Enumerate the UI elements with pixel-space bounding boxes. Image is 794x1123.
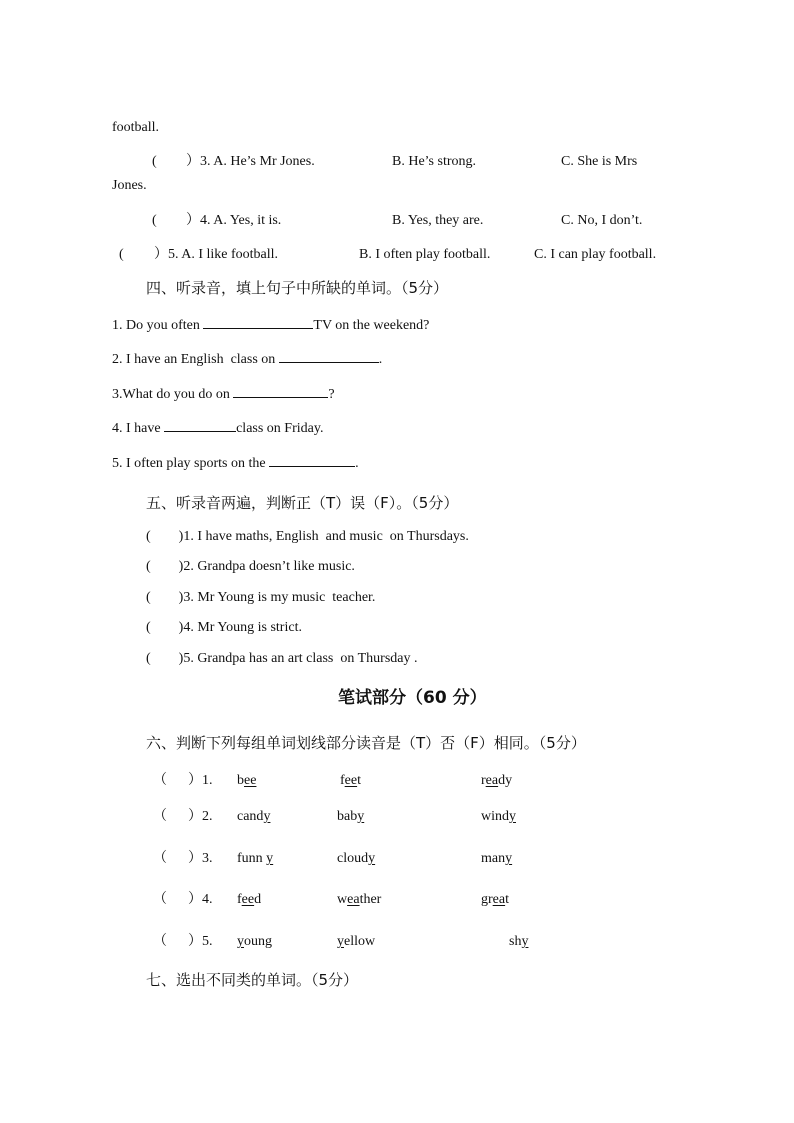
- answer-blank[interactable]: [164, 418, 236, 432]
- phonics-word: baby: [337, 809, 365, 824]
- q3-paren: (: [152, 154, 157, 169]
- fill-blank-item-3: 3.What do you do on ?: [112, 384, 335, 404]
- phonics-row-number: （ ）1.: [153, 773, 213, 788]
- q4-paren: (: [152, 213, 157, 228]
- underlined-letters: y: [266, 851, 274, 866]
- phonics-word: funn y: [237, 851, 274, 866]
- answer-blank[interactable]: [269, 453, 355, 467]
- q2-continuation: football.: [112, 120, 160, 135]
- underlined-letters: ea: [485, 773, 499, 788]
- underlined-letters: y: [263, 809, 271, 824]
- phonics-word: cloudy: [337, 851, 376, 866]
- underlined-letters: ee: [241, 892, 255, 907]
- phonics-word: windy: [481, 809, 516, 824]
- underlined-letters: ea: [492, 892, 506, 907]
- fill-blank-item-4: 4. I have class on Friday.: [112, 418, 323, 438]
- fill-blank-item-1: 1. Do you often TV on the weekend?: [112, 315, 429, 335]
- fill-blank-item-2: 2. I have an English class on .: [112, 349, 382, 369]
- answer-blank[interactable]: [233, 384, 328, 398]
- phonics-word: bee: [237, 773, 257, 788]
- underlined-letters: y: [237, 934, 244, 949]
- phonics-word: yellow: [337, 934, 376, 949]
- phonics-row-number: （ ）5.: [153, 934, 213, 949]
- underlined-letters: y: [357, 809, 365, 824]
- phonics-word: young: [237, 934, 272, 949]
- tf-item-2: ( )2. Grandpa doesn’t like music.: [146, 559, 355, 574]
- q4-option-a: ）4. A. Yes, it is.: [186, 213, 282, 228]
- written-section-title: 笔试部分（60 分）: [338, 688, 487, 708]
- phonics-word: ready: [481, 773, 513, 788]
- q4-option-b: B. Yes, they are.: [392, 213, 484, 228]
- underlined-letters: y: [505, 851, 513, 866]
- phonics-row-number: （ ）4.: [153, 892, 213, 907]
- q3-option-b: B. He’s strong.: [392, 154, 476, 169]
- q4-option-c: C. No, I don’t.: [561, 213, 643, 228]
- answer-blank[interactable]: [279, 349, 379, 363]
- section7-heading: 七、选出不同类的单词。（5分）: [146, 971, 359, 989]
- section6-heading: 六、判断下列每组单词划线部分读音是（T）否（F）相同。（5分）: [146, 734, 586, 752]
- q5-option-c: C. I can play football.: [534, 247, 657, 262]
- phonics-row-number: （ ）3.: [153, 851, 213, 866]
- phonics-word: shy: [509, 934, 529, 949]
- phonics-word: feed: [237, 892, 262, 907]
- q3-option-a: ）3. A. He’s Mr Jones.: [186, 154, 315, 169]
- q3-option-c-continued: Jones.: [112, 178, 147, 193]
- section5-heading: 五、听录音两遍，判断正（T）误（F）。（5分）: [146, 494, 459, 512]
- underlined-letters: y: [521, 934, 529, 949]
- q5-paren: (: [119, 247, 124, 262]
- phonics-word: many: [481, 851, 513, 866]
- tf-item-1: ( )1. I have maths, English and music on Thursdays.: [146, 529, 469, 544]
- tf-item-4: ( )4. Mr Young is strict.: [146, 620, 302, 635]
- phonics-row-number: （ ）2.: [153, 809, 213, 824]
- underlined-letters: ee: [344, 773, 358, 788]
- underlined-letters: ea: [347, 892, 360, 907]
- underlined-letters: ee: [244, 773, 257, 788]
- fill-blank-item-5: 5. I often play sports on the .: [112, 453, 359, 473]
- answer-blank[interactable]: [203, 315, 313, 329]
- phonics-word: candy: [237, 809, 271, 824]
- section4-heading: 四、听录音，填上句子中所缺的单词。（5分）: [146, 279, 449, 297]
- underlined-letters: y: [509, 809, 516, 824]
- q5-option-a: ）5. A. I like football.: [154, 247, 279, 262]
- q3-option-c: C. She is Mrs: [561, 154, 638, 169]
- phonics-word: weather: [337, 892, 382, 907]
- q5-option-b: B. I often play football.: [359, 247, 491, 262]
- phonics-word: feet: [340, 773, 361, 788]
- phonics-word: great: [481, 892, 509, 907]
- underlined-letters: y: [337, 934, 344, 949]
- underlined-letters: y: [368, 851, 376, 866]
- tf-item-5: ( )5. Grandpa has an art class on Thursday .: [146, 651, 418, 666]
- tf-item-3: ( )3. Mr Young is my music teacher.: [146, 590, 376, 605]
